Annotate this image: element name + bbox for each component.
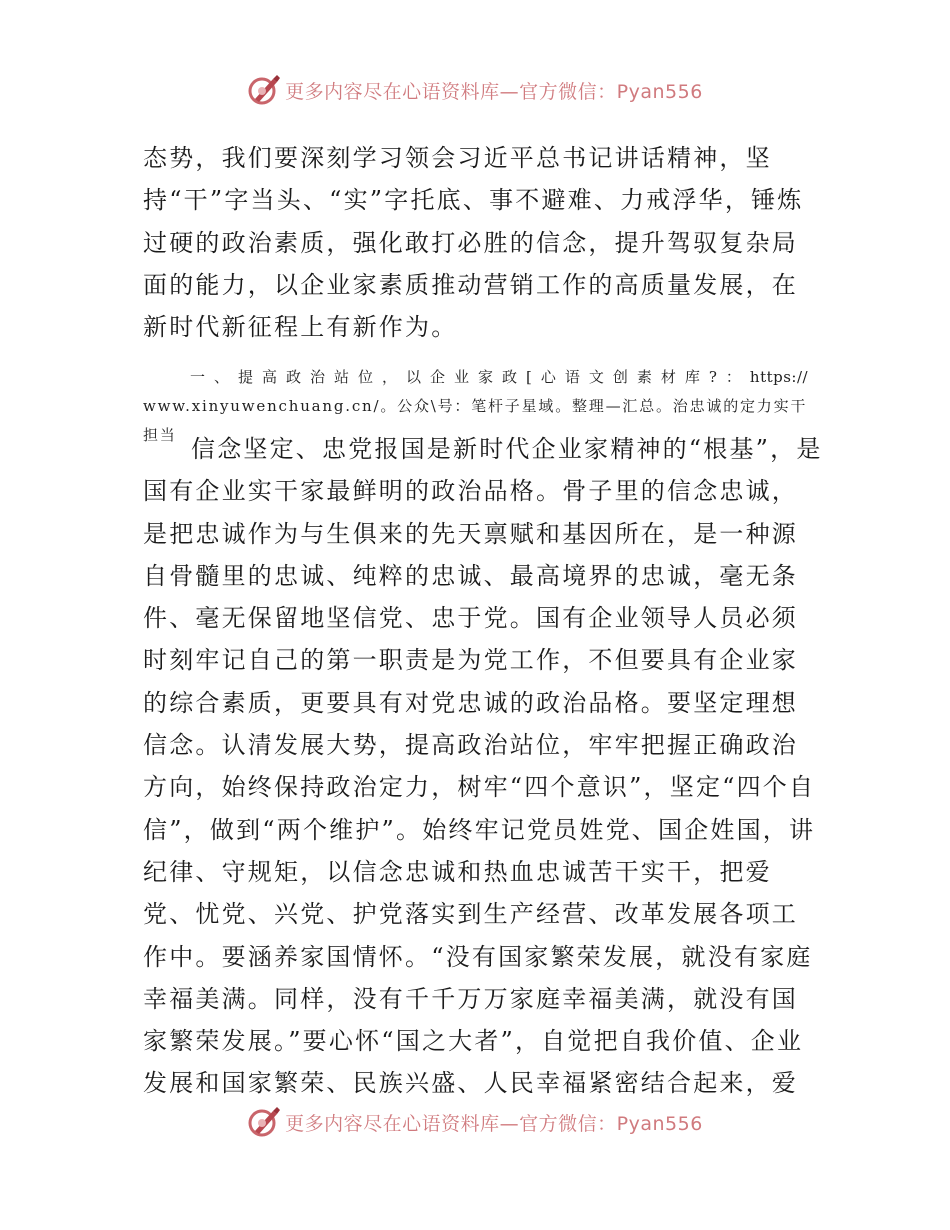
heading-note-text: 一、提高政治站位，以企业家政[心语文创素材库?： [190, 368, 750, 386]
footer-banner-text: 更多内容尽在心语资料库—官方微信：Pyan556 [285, 1112, 703, 1135]
pen-logo-icon [247, 73, 281, 107]
header-banner [0, 70, 950, 110]
heading-note-line-2: www.xinyuwenchuang.cn/。公众\号：笔杆子星域。整理—汇总。治忠诚的定力实干担当 [143, 397, 808, 444]
header-banner-text: 更多内容尽在心语资料库—官方微信：Pyan556 [285, 80, 703, 103]
heading-note-line-1 [143, 363, 813, 392]
pen-logo-icon [247, 1105, 281, 1139]
paragraph-1: 态势，我们要深刻学习领会习近平总书记讲话精神，坚持“干”字当头、“实”字托底、事不避难、力戒浮华，锤炼过硬的政治素质，强化敢打必胜的信念，提升驾驭复杂局面的能力，以企业家素质推动营销工作的高质量发展，在新时代新征程上有新作为。 [143, 144, 804, 342]
paragraph-2: 信念坚定、忠党报国是新时代企业家精神的“根基”，是国有企业实干家最鲜明的政治品格。骨子里的信念忠诚，是把忠诚作为与生俱来的先天禀赋和基因所在，是一种源自骨髓里的忠诚、纯粹的忠诚、最高境界的忠诚，毫无条件、毫无保留地坚信党、忠于党。国有企业领导人员必须时刻牢记自己的第一职责是为党工作，不但要具有企业家的综合素质，更要具有对党忠诚的政治品格。要坚定理想信念。认清发展大势，提高政治站位，牢牢把握正确政治方向，始终保持政治定力，树牢“四个意识”，坚定“四个自信”，做到“两个维护”。始终牢记党员姓党、国企姓国，讲纪律、守规矩，以信念忠诚和热血忠诚苦干实干，把爱党、忧党、兴党、护党落实到生产经营、改革发展各项工作中。要涵养家国情怀。“没有国家繁荣发展，就没有家庭幸福美满。同样，没有千千万万家庭幸福美满，就没有国家繁荣发展。”要心怀“国之大者”，自觉把自我价值、企业发展和国家繁荣、民族兴盛、人民幸福紧密结合起来，爱 [143, 435, 823, 1098]
footer-banner [0, 1102, 950, 1142]
heading-note-url: https:// [749, 368, 809, 386]
